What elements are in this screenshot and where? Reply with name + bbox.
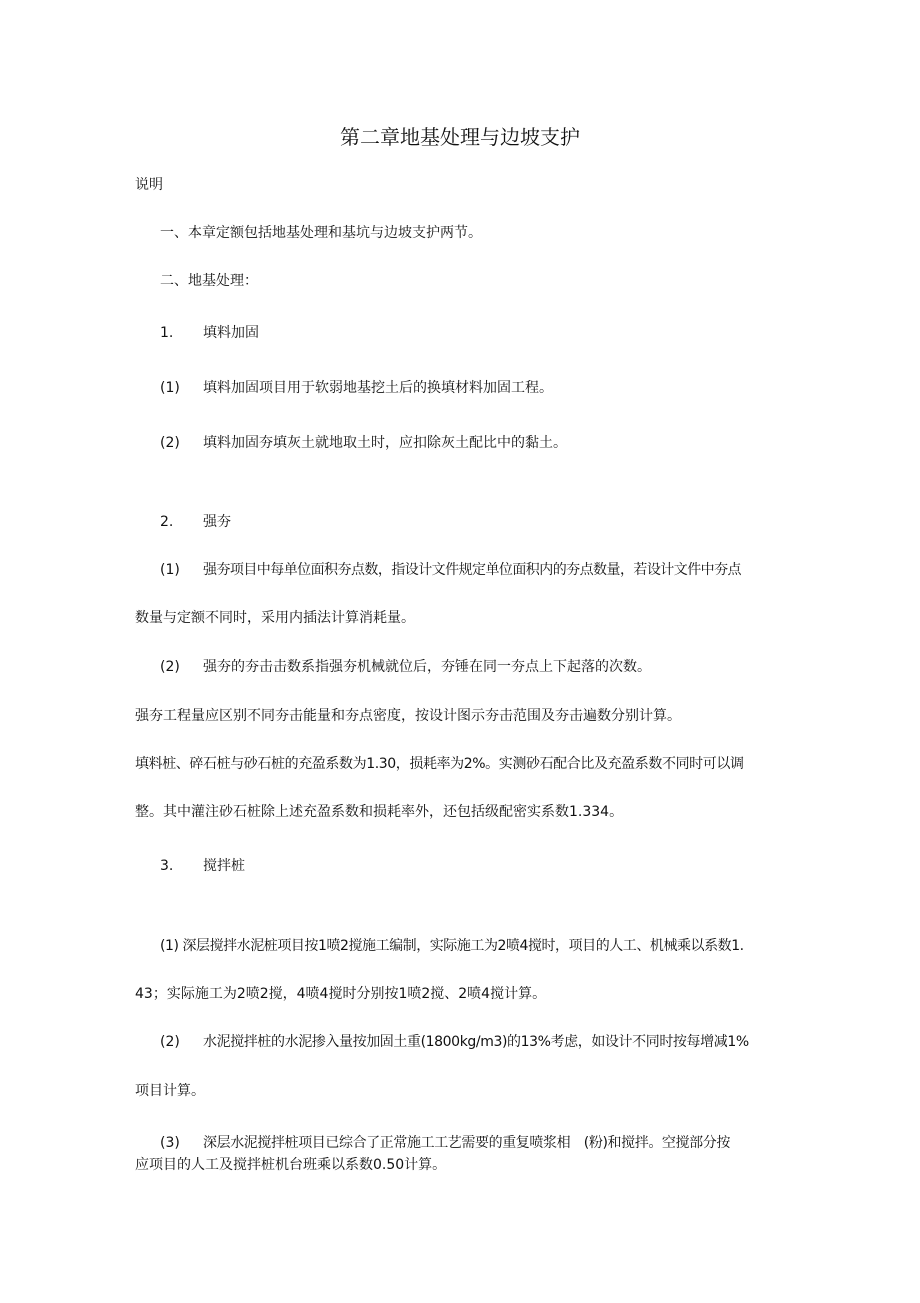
paragraph: 数量与定额不同时，采用内插法计算消耗量。 bbox=[135, 610, 415, 626]
paragraph: 二、地基处理： bbox=[160, 273, 258, 289]
subheading: 搅拌桩 bbox=[203, 858, 245, 874]
paragraph: 整。其中灌注砂石桩除上述充盈系数和损耗率外，还包括级配密实系数1.334。 bbox=[135, 804, 624, 820]
item-number: (2) bbox=[160, 659, 180, 675]
paragraph: 水泥搅拌桩的水泥掺入量按加固土重(1800kg/m3)的13%考虑，如设计不同时按每增减1% bbox=[203, 1034, 749, 1050]
paragraph: 深层水泥搅拌桩项目已综合了正常施工工艺需要的重复喷浆相 (粉)和搅拌。空搅部分按 bbox=[203, 1135, 730, 1151]
item-number: (3) bbox=[160, 1135, 180, 1151]
item-number: (1) bbox=[160, 380, 180, 396]
item-number: 2. bbox=[160, 514, 174, 530]
paragraph: 应项目的人工及搅拌桩机台班乘以系数0.50计算。 bbox=[135, 1157, 447, 1173]
item-number: (2) bbox=[160, 1034, 180, 1050]
subheading: 强夯 bbox=[203, 514, 231, 530]
subheading: 填料加固 bbox=[203, 325, 259, 341]
item-number: (2) bbox=[160, 435, 180, 451]
paragraph: 一、本章定额包括地基处理和基坑与边坡支护两节。 bbox=[160, 225, 482, 241]
paragraph: 43；实际施工为2喷2搅，4喷4搅时分别按1喷2搅、2喷4搅计算。 bbox=[135, 986, 547, 1002]
paragraph: 强夯工程量应区别不同夯击能量和夯点密度，按设计图示夯击范围及夯击遍数分别计算。 bbox=[135, 708, 681, 724]
paragraph: (1) 深层搅拌水泥桩项目按1喷2搅施工编制，实际施工为2喷4搅时，项目的人工、机械乘以系数1. bbox=[160, 938, 744, 954]
paragraph: 强夯的夯击击数系指强夯机械就位后，夯锤在同一夯点上下起落的次数。 bbox=[203, 659, 651, 675]
section-label: 说明 bbox=[135, 177, 163, 193]
item-number: 3. bbox=[160, 858, 174, 874]
paragraph: 填料桩、碎石桩与砂石桩的充盈系数为1.30，损耗率为2%。实测砂石配合比及充盈系数不同时可以调 bbox=[135, 756, 744, 772]
item-number: 1. bbox=[160, 325, 174, 341]
page-title: 第二章地基处理与边坡支护 bbox=[340, 125, 580, 149]
paragraph: 强夯项目中每单位面积夯点数，指设计文件规定单位面积内的夯点数量，若设计文件中夯点 bbox=[203, 562, 741, 578]
item-number: (1) bbox=[160, 562, 180, 578]
paragraph: 填料加固项目用于软弱地基挖土后的换填材料加固工程。 bbox=[203, 380, 553, 396]
paragraph: 填料加固夯填灰土就地取土时，应扣除灰土配比中的黏土。 bbox=[203, 435, 567, 451]
paragraph: 项目计算。 bbox=[135, 1083, 205, 1099]
